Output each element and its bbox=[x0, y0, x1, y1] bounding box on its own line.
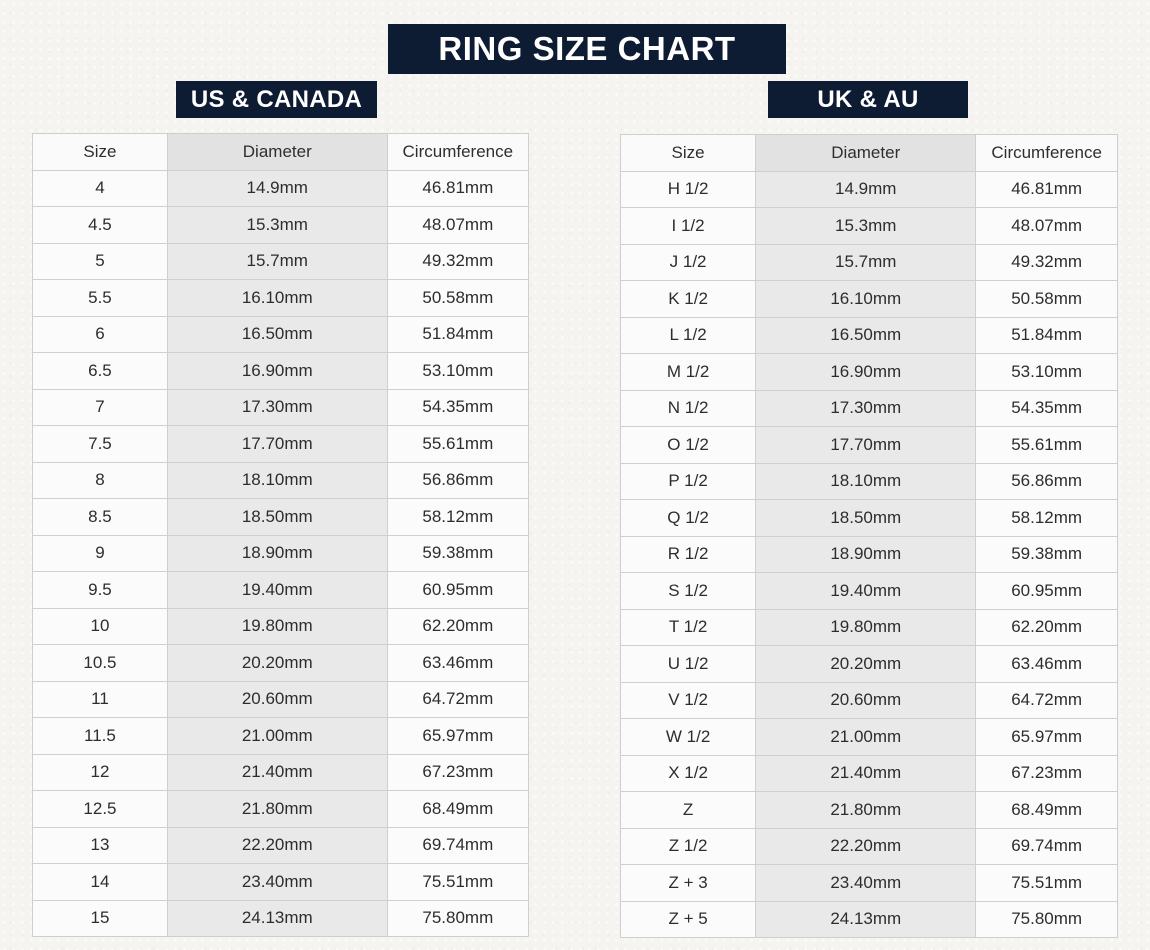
size-cell: T 1/2 bbox=[621, 609, 756, 646]
table-row bbox=[33, 900, 529, 937]
table-row bbox=[33, 754, 529, 791]
circumference-cell: 75.80mm bbox=[387, 900, 528, 937]
table-header bbox=[621, 135, 1118, 172]
table-row bbox=[621, 682, 1118, 719]
table-row bbox=[621, 536, 1118, 573]
circumference-cell: 46.81mm bbox=[976, 171, 1118, 208]
table-row bbox=[33, 280, 529, 317]
size-cell: 4.5 bbox=[33, 207, 168, 244]
uk-au-banner-label: UK & AU bbox=[817, 85, 919, 113]
diameter-cell: 18.50mm bbox=[167, 499, 387, 536]
table-row bbox=[621, 390, 1118, 427]
size-cell: 5.5 bbox=[33, 280, 168, 317]
diameter-cell: 18.10mm bbox=[756, 463, 976, 500]
size-cell: 9.5 bbox=[33, 572, 168, 609]
table-row bbox=[33, 426, 529, 463]
size-cell: 7 bbox=[33, 389, 168, 426]
table-row bbox=[621, 792, 1118, 829]
circumference-cell: 50.58mm bbox=[387, 280, 528, 317]
diameter-cell: 16.50mm bbox=[167, 316, 387, 353]
size-cell: W 1/2 bbox=[621, 719, 756, 756]
size-cell: 8.5 bbox=[33, 499, 168, 536]
size-cell: P 1/2 bbox=[621, 463, 756, 500]
table-row bbox=[621, 646, 1118, 683]
size-cell: H 1/2 bbox=[621, 171, 756, 208]
size-cell: 14 bbox=[33, 864, 168, 901]
circumference-cell: 63.46mm bbox=[976, 646, 1118, 683]
size-cell: 9 bbox=[33, 535, 168, 572]
diameter-cell: 22.20mm bbox=[167, 827, 387, 864]
circumference-cell: 62.20mm bbox=[976, 609, 1118, 646]
size-cell: S 1/2 bbox=[621, 573, 756, 610]
table-row bbox=[621, 719, 1118, 756]
size-cell: Q 1/2 bbox=[621, 500, 756, 537]
page-title: RING SIZE CHART bbox=[438, 30, 736, 67]
size-cell: X 1/2 bbox=[621, 755, 756, 792]
table-row bbox=[33, 243, 529, 280]
table-row bbox=[621, 755, 1118, 792]
circumference-cell: 68.49mm bbox=[387, 791, 528, 828]
size-cell: Z + 3 bbox=[621, 865, 756, 902]
diameter-cell: 17.70mm bbox=[756, 427, 976, 464]
circumference-cell: 55.61mm bbox=[976, 427, 1118, 464]
diameter-cell: 21.40mm bbox=[167, 754, 387, 791]
size-cell: 13 bbox=[33, 827, 168, 864]
circumference-cell: 54.35mm bbox=[976, 390, 1118, 427]
table-row bbox=[621, 208, 1118, 245]
diameter-cell: 18.90mm bbox=[756, 536, 976, 573]
diameter-cell: 19.80mm bbox=[167, 608, 387, 645]
table-row bbox=[621, 573, 1118, 610]
circumference-cell: 55.61mm bbox=[387, 426, 528, 463]
size-cell: K 1/2 bbox=[621, 281, 756, 318]
size-cell: 4 bbox=[33, 170, 168, 207]
column-header-circumference: Circumference bbox=[976, 135, 1118, 172]
table-row bbox=[621, 463, 1118, 500]
table-row bbox=[621, 171, 1118, 208]
diameter-cell: 16.50mm bbox=[756, 317, 976, 354]
circumference-cell: 65.97mm bbox=[387, 718, 528, 755]
diameter-cell: 20.60mm bbox=[756, 682, 976, 719]
table-row bbox=[621, 354, 1118, 391]
us-canada-table bbox=[32, 133, 529, 937]
size-cell: 6 bbox=[33, 316, 168, 353]
size-cell: 7.5 bbox=[33, 426, 168, 463]
header-row bbox=[621, 135, 1118, 172]
diameter-cell: 24.13mm bbox=[756, 901, 976, 938]
table-row bbox=[33, 827, 529, 864]
table-row bbox=[33, 791, 529, 828]
circumference-cell: 51.84mm bbox=[976, 317, 1118, 354]
diameter-cell: 23.40mm bbox=[167, 864, 387, 901]
column-header-size: Size bbox=[33, 134, 168, 171]
diameter-cell: 20.60mm bbox=[167, 681, 387, 718]
circumference-cell: 59.38mm bbox=[387, 535, 528, 572]
table-row bbox=[33, 681, 529, 718]
diameter-cell: 21.40mm bbox=[756, 755, 976, 792]
size-cell: Z 1/2 bbox=[621, 828, 756, 865]
table-row bbox=[33, 353, 529, 390]
circumference-cell: 51.84mm bbox=[387, 316, 528, 353]
size-cell: O 1/2 bbox=[621, 427, 756, 464]
size-cell: I 1/2 bbox=[621, 208, 756, 245]
diameter-cell: 15.3mm bbox=[756, 208, 976, 245]
page-title-banner bbox=[388, 24, 786, 74]
circumference-cell: 49.32mm bbox=[976, 244, 1118, 281]
size-cell: N 1/2 bbox=[621, 390, 756, 427]
circumference-cell: 65.97mm bbox=[976, 719, 1118, 756]
table-row bbox=[621, 609, 1118, 646]
table-body bbox=[33, 170, 529, 937]
size-cell: R 1/2 bbox=[621, 536, 756, 573]
size-cell: 6.5 bbox=[33, 353, 168, 390]
circumference-cell: 60.95mm bbox=[387, 572, 528, 609]
diameter-cell: 20.20mm bbox=[167, 645, 387, 682]
circumference-cell: 67.23mm bbox=[387, 754, 528, 791]
diameter-cell: 17.70mm bbox=[167, 426, 387, 463]
circumference-cell: 58.12mm bbox=[387, 499, 528, 536]
table-row bbox=[621, 500, 1118, 537]
size-cell: 8 bbox=[33, 462, 168, 499]
size-cell: 11.5 bbox=[33, 718, 168, 755]
circumference-cell: 75.80mm bbox=[976, 901, 1118, 938]
circumference-cell: 53.10mm bbox=[976, 354, 1118, 391]
table-row bbox=[621, 281, 1118, 318]
circumference-cell: 75.51mm bbox=[976, 865, 1118, 902]
table-row bbox=[621, 901, 1118, 938]
circumference-cell: 50.58mm bbox=[976, 281, 1118, 318]
size-cell: 10 bbox=[33, 608, 168, 645]
diameter-cell: 15.3mm bbox=[167, 207, 387, 244]
circumference-cell: 67.23mm bbox=[976, 755, 1118, 792]
size-cell: 12 bbox=[33, 754, 168, 791]
size-cell: J 1/2 bbox=[621, 244, 756, 281]
diameter-cell: 16.90mm bbox=[167, 353, 387, 390]
diameter-cell: 21.80mm bbox=[756, 792, 976, 829]
diameter-cell: 16.90mm bbox=[756, 354, 976, 391]
table-row bbox=[33, 645, 529, 682]
circumference-cell: 62.20mm bbox=[387, 608, 528, 645]
size-cell: 15 bbox=[33, 900, 168, 937]
size-cell: 10.5 bbox=[33, 645, 168, 682]
diameter-cell: 18.10mm bbox=[167, 462, 387, 499]
diameter-cell: 19.80mm bbox=[756, 609, 976, 646]
circumference-cell: 63.46mm bbox=[387, 645, 528, 682]
diameter-cell: 23.40mm bbox=[756, 865, 976, 902]
column-header-diameter: Diameter bbox=[167, 134, 387, 171]
us-canada-banner bbox=[176, 81, 377, 118]
table-row bbox=[33, 864, 529, 901]
diameter-cell: 15.7mm bbox=[167, 243, 387, 280]
diameter-cell: 16.10mm bbox=[167, 280, 387, 317]
diameter-cell: 21.00mm bbox=[167, 718, 387, 755]
diameter-cell: 17.30mm bbox=[167, 389, 387, 426]
table-body bbox=[621, 171, 1118, 938]
diameter-cell: 14.9mm bbox=[756, 171, 976, 208]
size-cell: M 1/2 bbox=[621, 354, 756, 391]
uk-au-table bbox=[620, 134, 1118, 938]
table-row bbox=[33, 462, 529, 499]
size-cell: 5 bbox=[33, 243, 168, 280]
circumference-cell: 64.72mm bbox=[387, 681, 528, 718]
diameter-cell: 18.90mm bbox=[167, 535, 387, 572]
size-cell: 12.5 bbox=[33, 791, 168, 828]
table-row bbox=[33, 207, 529, 244]
table-row bbox=[33, 499, 529, 536]
table-row bbox=[33, 170, 529, 207]
diameter-cell: 17.30mm bbox=[756, 390, 976, 427]
circumference-cell: 48.07mm bbox=[976, 208, 1118, 245]
diameter-cell: 22.20mm bbox=[756, 828, 976, 865]
table-row bbox=[621, 244, 1118, 281]
diameter-cell: 16.10mm bbox=[756, 281, 976, 318]
circumference-cell: 53.10mm bbox=[387, 353, 528, 390]
diameter-cell: 19.40mm bbox=[167, 572, 387, 609]
us-canada-banner-label: US & CANADA bbox=[190, 85, 363, 113]
circumference-cell: 68.49mm bbox=[976, 792, 1118, 829]
header-row bbox=[33, 134, 529, 171]
table-row bbox=[621, 828, 1118, 865]
size-cell: U 1/2 bbox=[621, 646, 756, 683]
column-header-circumference: Circumference bbox=[387, 134, 528, 171]
table-row bbox=[33, 608, 529, 645]
diameter-cell: 21.80mm bbox=[167, 791, 387, 828]
diameter-cell: 18.50mm bbox=[756, 500, 976, 537]
circumference-cell: 56.86mm bbox=[976, 463, 1118, 500]
circumference-cell: 49.32mm bbox=[387, 243, 528, 280]
diameter-cell: 15.7mm bbox=[756, 244, 976, 281]
uk-au-banner bbox=[768, 81, 968, 118]
table-row bbox=[33, 535, 529, 572]
table-row bbox=[33, 316, 529, 353]
table-row bbox=[33, 389, 529, 426]
table-row bbox=[621, 427, 1118, 464]
circumference-cell: 60.95mm bbox=[976, 573, 1118, 610]
diameter-cell: 14.9mm bbox=[167, 170, 387, 207]
circumference-cell: 69.74mm bbox=[976, 828, 1118, 865]
column-header-size: Size bbox=[621, 135, 756, 172]
diameter-cell: 21.00mm bbox=[756, 719, 976, 756]
circumference-cell: 56.86mm bbox=[387, 462, 528, 499]
table-header bbox=[33, 134, 529, 171]
circumference-cell: 75.51mm bbox=[387, 864, 528, 901]
table-row bbox=[621, 317, 1118, 354]
table-row bbox=[33, 572, 529, 609]
circumference-cell: 54.35mm bbox=[387, 389, 528, 426]
circumference-cell: 64.72mm bbox=[976, 682, 1118, 719]
circumference-cell: 69.74mm bbox=[387, 827, 528, 864]
table-row bbox=[621, 865, 1118, 902]
diameter-cell: 19.40mm bbox=[756, 573, 976, 610]
size-cell: Z bbox=[621, 792, 756, 829]
size-cell: 11 bbox=[33, 681, 168, 718]
size-cell: Z + 5 bbox=[621, 901, 756, 938]
circumference-cell: 59.38mm bbox=[976, 536, 1118, 573]
circumference-cell: 48.07mm bbox=[387, 207, 528, 244]
size-cell: L 1/2 bbox=[621, 317, 756, 354]
table-row bbox=[33, 718, 529, 755]
diameter-cell: 24.13mm bbox=[167, 900, 387, 937]
column-header-diameter: Diameter bbox=[756, 135, 976, 172]
diameter-cell: 20.20mm bbox=[756, 646, 976, 683]
circumference-cell: 46.81mm bbox=[387, 170, 528, 207]
size-cell: V 1/2 bbox=[621, 682, 756, 719]
circumference-cell: 58.12mm bbox=[976, 500, 1118, 537]
